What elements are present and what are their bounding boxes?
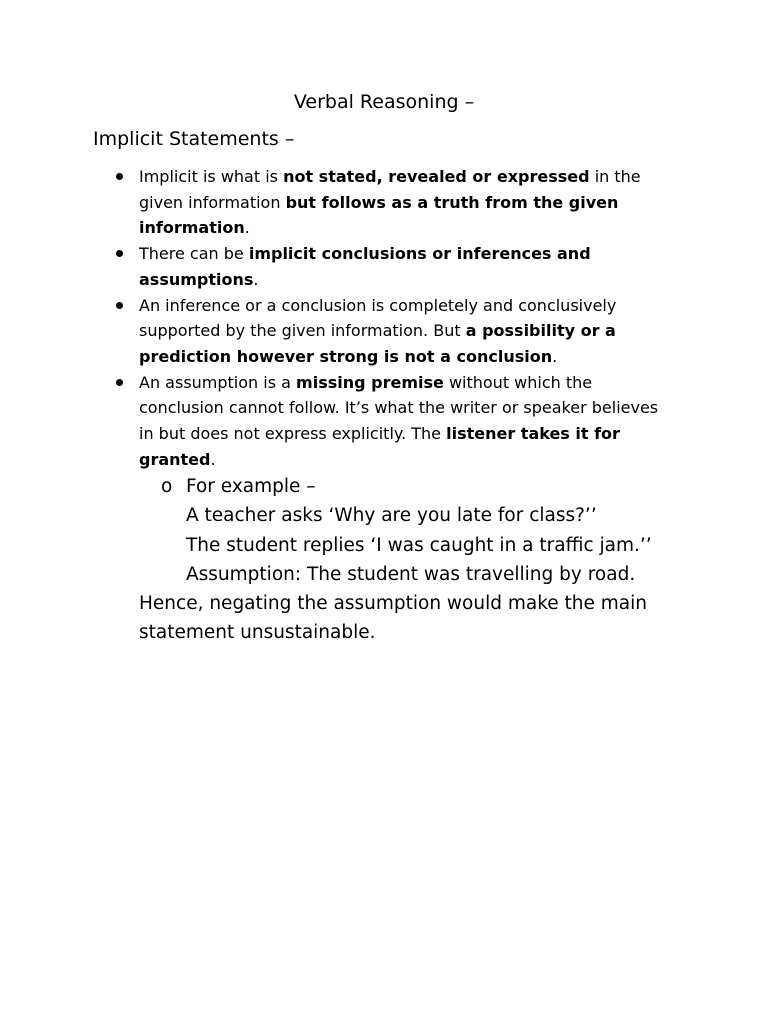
bold-text: implicit conclusions or inferences and assumptions: [139, 244, 591, 289]
text-segment: in the given information: [139, 167, 641, 212]
text-segment: An inference or a conclusion is completely and conclusively supported by the given information. But: [139, 295, 617, 341]
bullet-item: [139, 164, 674, 241]
sub-bullet-marker: o: [161, 476, 173, 497]
document-title: Verbal Reasoning –: [293, 91, 475, 113]
example-block: [161, 472, 652, 589]
bullet-dot-icon: [116, 250, 123, 257]
bold-text: a possibility or a prediction however strong is not a conclusion: [139, 321, 616, 366]
text-segment: .: [210, 449, 216, 469]
bullet-item: [139, 241, 674, 292]
bold-text: listener takes it for granted: [139, 424, 620, 469]
text-segment: .: [552, 346, 558, 366]
bold-text: but follows as a truth from the given information: [139, 192, 619, 238]
example-line-assumption: Assumption: The student was travelling by road.: [186, 563, 636, 585]
section-heading: Implicit Statements –: [93, 128, 295, 150]
bullet-dot-icon: [116, 173, 123, 180]
conclusion-paragraph: Hence, negating the assumption would make the main statement unsustainable.: [139, 593, 648, 644]
text-segment: There can be: [139, 244, 249, 264]
example-line-student: The student replies ‘I was caught in a traffic jam.’’: [186, 534, 652, 556]
bullet-item: [139, 370, 674, 473]
example-line-teacher: A teacher asks ‘Why are you late for class?’’: [186, 505, 597, 527]
text-segment: An assumption is a: [139, 372, 297, 392]
bullet-dot-icon: [116, 302, 123, 309]
text-segment: .: [253, 269, 259, 289]
bold-text: missing premise: [296, 372, 444, 392]
bold-text: not stated, revealed or expressed: [283, 167, 590, 186]
bullet-list: [139, 164, 674, 472]
text-segment: without which the conclusion cannot follow. It’s what the writer or speaker believes in but does not express explicitly. The: [139, 372, 659, 444]
example-heading: For example –: [186, 476, 316, 497]
text-segment: .: [244, 218, 250, 238]
text-segment: Implicit is what is: [139, 167, 284, 186]
bullet-dot-icon: [116, 379, 123, 386]
bullet-item: [139, 293, 674, 370]
